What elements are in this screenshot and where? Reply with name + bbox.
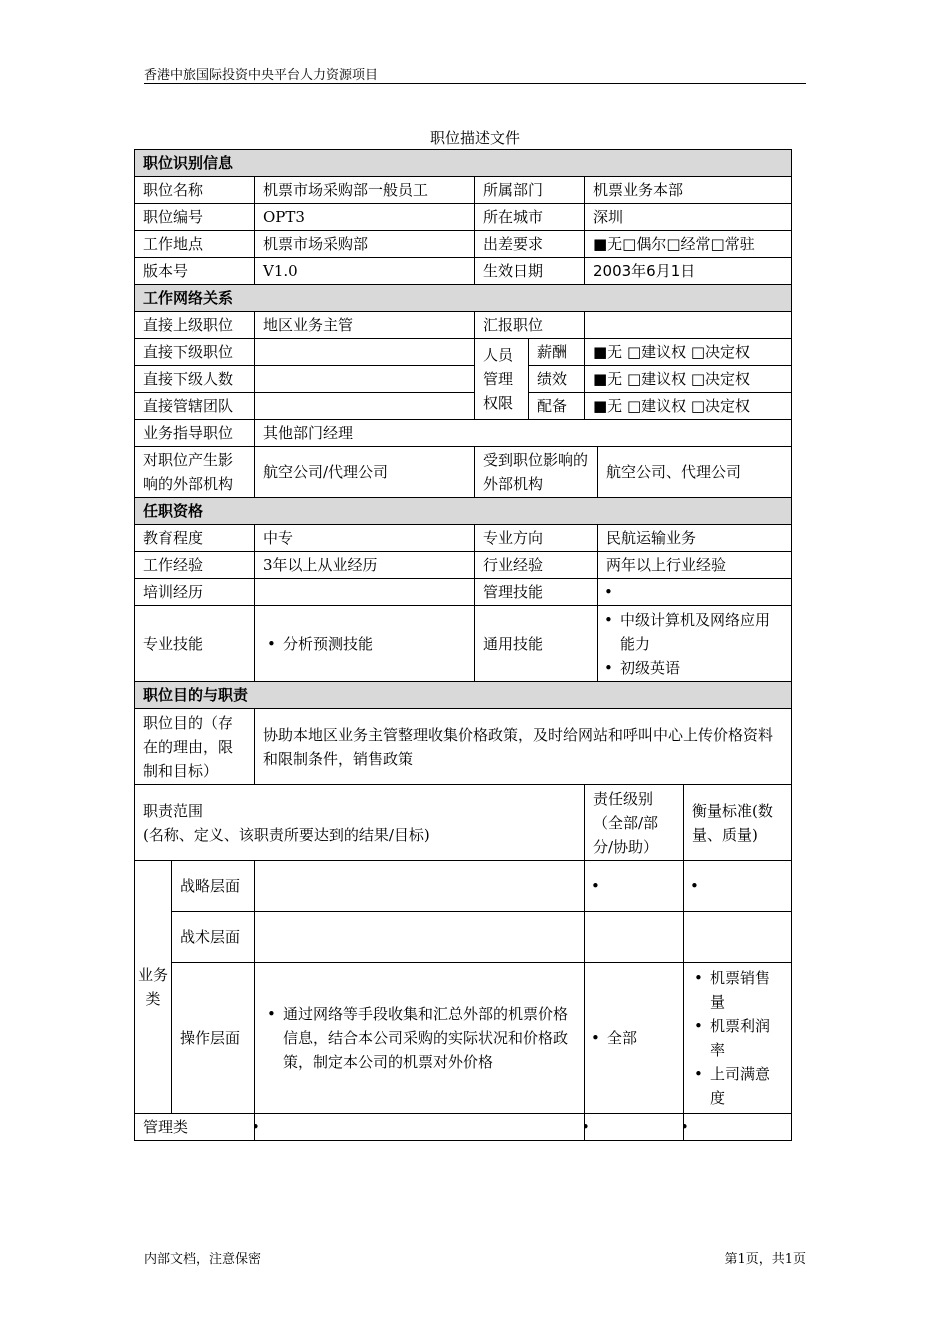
measurement-header: 衡量标准(数量、质量) [684, 785, 792, 861]
label-work-location: 工作地点 [135, 231, 255, 258]
value-strategy-measure [684, 861, 792, 912]
page-header: 香港中旅国际投资中央平台人力资源项目 [144, 68, 379, 83]
value-work-location: 机票市场采购部 [255, 231, 475, 258]
label-external-affected: 受到职位影响的外部机构 [475, 447, 598, 498]
value-mgmt-skill [598, 579, 792, 606]
value-city: 深圳 [585, 204, 792, 231]
label-business-class: 业务类 [135, 861, 172, 1114]
value-job-code: OPT3 [255, 204, 475, 231]
strategy-measure-bullet [706, 874, 783, 898]
duty-scope-label: 职责范围 [143, 801, 204, 820]
label-operations-level: 操作层面 [172, 963, 255, 1114]
professional-skill-item: • 分析预测技能 [283, 632, 466, 656]
section-title-identification: 职位识别信息 [135, 150, 792, 177]
label-external-affecting: 对职位产生影响的外部机构 [135, 447, 255, 498]
operations-measure-item: • 机票利润率 [710, 1014, 783, 1062]
operations-measure-item: • 上司满意度 [710, 1062, 783, 1110]
value-report-position [585, 312, 792, 339]
label-industry-experience: 行业经验 [475, 552, 598, 579]
operations-level-item: • 全部 [607, 1026, 675, 1050]
value-subordinate-count [255, 366, 475, 393]
section-title-qualification: 任职资格 [135, 498, 792, 525]
label-job-purpose: 职位目的（存在的理由，限制和目标） [135, 709, 255, 785]
strategy-level-bullet [607, 874, 675, 898]
mgmt-skill-bullet [620, 580, 783, 604]
operations-duty-item: • 通过网络等手段收集和汇总外部的机票价格信息，结合本公司采购的实际状况和价格政策，制定本公司的机票对外价格 [283, 1002, 576, 1074]
duty-scope-header [135, 785, 585, 861]
management-level-bullet [597, 1115, 675, 1139]
value-tactics-duty [255, 912, 585, 963]
label-version: 版本号 [135, 258, 255, 285]
value-major: 民航运输业务 [598, 525, 792, 552]
section-title-network: 工作网络关系 [135, 285, 792, 312]
value-effective-date: 2003年6月1日 [585, 258, 792, 285]
label-professional-skill: 专业技能 [135, 606, 255, 682]
label-salary: 薪酬 [529, 339, 585, 366]
value-management-measure [684, 1114, 792, 1141]
label-major: 专业方向 [475, 525, 598, 552]
label-city: 所在城市 [475, 204, 585, 231]
label-work-experience: 工作经验 [135, 552, 255, 579]
duty-scope-subtitle: (名称、定义、该职责所要达到的结果/目标) [143, 825, 430, 844]
label-subordinate-count: 直接下级人数 [135, 366, 255, 393]
value-external-affected: 航空公司、代理公司 [598, 447, 792, 498]
value-education: 中专 [255, 525, 475, 552]
value-external-affecting: 航空公司/代理公司 [255, 447, 475, 498]
management-measure-bullet [696, 1115, 783, 1139]
general-skill-item: • 中级计算机及网络应用能力 [620, 608, 783, 656]
footer-confidential: 内部文档，注意保密 [144, 1252, 262, 1267]
value-general-skill [598, 606, 792, 682]
general-skill-item: • 初级英语 [620, 656, 783, 680]
section-title-purpose-duties: 职位目的与职责 [135, 682, 792, 709]
value-operations-duty [255, 963, 585, 1114]
label-report-position: 汇报职位 [475, 312, 585, 339]
label-tactics-level: 战术层面 [172, 912, 255, 963]
label-general-skill: 通用技能 [475, 606, 598, 682]
label-management-class: 管理类 [135, 1114, 255, 1141]
document-title: 职位描述文件 [429, 129, 520, 147]
label-strategy-level: 战略层面 [172, 861, 255, 912]
management-duty-bullet [267, 1115, 576, 1139]
value-management-level [585, 1114, 684, 1141]
value-training [255, 579, 475, 606]
value-management-duty [255, 1114, 585, 1141]
value-strategy-level [585, 861, 684, 912]
value-staffing-authority: ■无 □建议权 □决定权 [585, 393, 792, 420]
value-travel: ■无□偶尔□经常□常驻 [585, 231, 792, 258]
label-travel: 出差要求 [475, 231, 585, 258]
mgmt-label-line1: 人员 [483, 346, 514, 364]
label-direct-superior: 直接上级职位 [135, 312, 255, 339]
label-business-guide: 业务指导职位 [135, 420, 255, 447]
value-professional-skill [255, 606, 475, 682]
responsibility-level-header: 责任级别（全部/部分/协助） [585, 785, 684, 861]
value-salary-authority: ■无 □建议权 □决定权 [585, 339, 792, 366]
label-staffing: 配备 [529, 393, 585, 420]
operations-measure-item: • 机票销售量 [710, 966, 783, 1014]
value-strategy-duty [255, 861, 585, 912]
label-performance: 绩效 [529, 366, 585, 393]
value-operations-measure [684, 963, 792, 1114]
label-job-code: 职位编号 [135, 204, 255, 231]
value-industry-experience: 两年以上行业经验 [598, 552, 792, 579]
label-mgmt-skill: 管理技能 [475, 579, 598, 606]
job-description-table [134, 149, 792, 1141]
value-direct-subordinate [255, 339, 475, 366]
value-job-purpose: 协助本地区业务主管整理收集价格政策，及时给网站和呼叫中心上传价格资料和限制条件，销售政策 [255, 709, 792, 785]
value-managed-team [255, 393, 475, 420]
value-tactics-measure [684, 912, 792, 963]
value-operations-level [585, 963, 684, 1114]
value-department: 机票业务本部 [585, 177, 792, 204]
label-education: 教育程度 [135, 525, 255, 552]
value-business-guide: 其他部门经理 [255, 420, 792, 447]
label-job-name: 职位名称 [135, 177, 255, 204]
value-performance-authority: ■无 □建议权 □决定权 [585, 366, 792, 393]
label-managed-team: 直接管辖团队 [135, 393, 255, 420]
label-department: 所属部门 [475, 177, 585, 204]
label-direct-subordinate: 直接下级职位 [135, 339, 255, 366]
label-effective-date: 生效日期 [475, 258, 585, 285]
value-direct-superior: 地区业务主管 [255, 312, 475, 339]
value-job-name: 机票市场采购部一般员工 [255, 177, 475, 204]
value-tactics-level [585, 912, 684, 963]
header-rule [144, 83, 806, 84]
mgmt-label-line2: 管理 [483, 370, 514, 388]
value-version: V1.0 [255, 258, 475, 285]
label-personnel-mgmt-authority [475, 339, 529, 420]
mgmt-label-line3: 权限 [483, 394, 514, 412]
label-training: 培训经历 [135, 579, 255, 606]
footer-page-number: 第1页，共1页 [724, 1252, 806, 1267]
value-work-experience: 3年以上从业经历 [255, 552, 475, 579]
